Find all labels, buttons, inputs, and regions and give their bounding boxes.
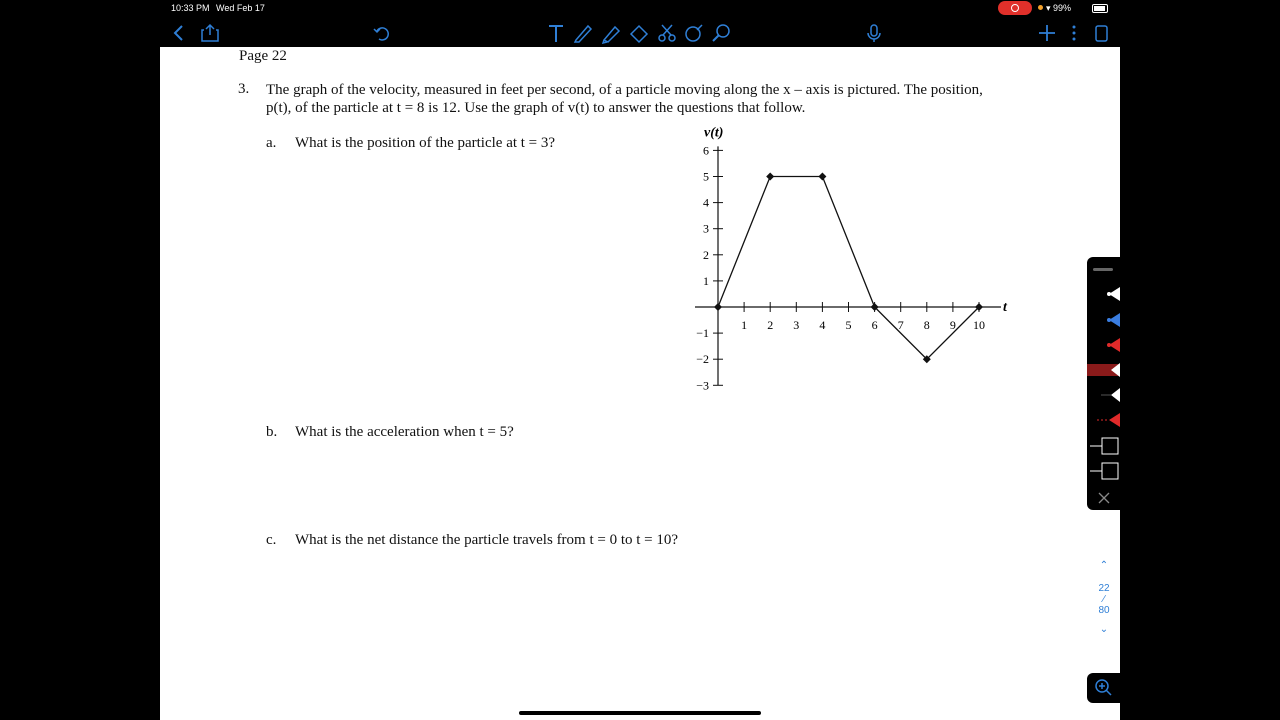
y-tick-label: 1 (703, 273, 709, 288)
close-panel-icon[interactable] (1087, 488, 1120, 508)
y-tick-label: 3 (703, 221, 709, 236)
y-tick-label: −3 (696, 378, 709, 393)
x-tick-label: 6 (871, 318, 878, 332)
more-options-icon[interactable] (1063, 22, 1085, 44)
part-question: What is the position of the particle at t = 3? (295, 135, 556, 151)
x-tick-label: 4 (819, 318, 826, 332)
highlighter-preset-red-icon[interactable] (1087, 360, 1120, 380)
pen-tool-icon[interactable] (572, 22, 594, 44)
x-tick-label: 1 (741, 318, 748, 332)
data-point (714, 303, 722, 311)
page-up-icon[interactable]: ⌃ (1099, 560, 1109, 571)
panel-grabber[interactable] (1093, 268, 1113, 271)
microphone-icon[interactable] (863, 22, 885, 44)
pen-preset-blue-icon[interactable] (1087, 310, 1120, 330)
pen-presets-panel (1087, 257, 1120, 510)
problem-line-1: The graph of the velocity, measured in feet per second, of a particle moving along the x – axis is pictured. The position, (266, 82, 983, 98)
current-page-number: 22 (1098, 583, 1110, 594)
x-tick-label: 10 (973, 318, 985, 332)
y-tick-label: −1 (696, 326, 709, 341)
screen-record-indicator[interactable] (998, 1, 1032, 15)
highlighter-tool-icon[interactable] (600, 22, 622, 44)
y-tick-label: 6 (703, 143, 709, 158)
x-tick-label: 5 (845, 318, 852, 332)
part-question: What is the net distance the particle travels from t = 0 to t = 10? (295, 532, 679, 548)
y-tick-label: −2 (696, 352, 709, 367)
app-toolbar (0, 18, 1280, 48)
home-indicator[interactable] (519, 711, 761, 715)
x-axis-label: t (1003, 300, 1007, 315)
wifi-icon: ▾ 99% (1046, 3, 1072, 13)
shapes-tool-icon[interactable] (683, 22, 705, 44)
problem-statement (266, 81, 1036, 117)
scissors-lasso-icon[interactable] (656, 22, 678, 44)
y-axis-label: v(t) (704, 125, 724, 141)
x-tick-label: 9 (949, 318, 956, 332)
x-tick-label: 8 (923, 318, 930, 332)
x-tick-label: 2 (767, 318, 774, 332)
problem-line-2: p(t), of the particle at t = 8 is 12. Use the graph of v(t) to answer the questions that follow. (266, 100, 806, 116)
page-navigator (1090, 560, 1118, 635)
pen-preset-red-2-icon[interactable] (1087, 410, 1120, 430)
highlighter-preset-white-icon[interactable] (1087, 385, 1120, 405)
pen-preset-black-icon[interactable] (1087, 284, 1120, 304)
total-page-count: 80 (1098, 605, 1110, 616)
zoom-button[interactable] (1087, 673, 1120, 703)
x-tick-label: 3 (793, 318, 800, 332)
document-page[interactable] (160, 47, 1120, 720)
page-down-icon[interactable]: ⌄ (1099, 624, 1109, 635)
velocity-graph (690, 121, 1020, 401)
status-bar (0, 0, 1280, 16)
page-title: Page 22 (239, 48, 287, 64)
status-date: Wed Feb 17 (216, 3, 265, 13)
zoom-window-icon[interactable] (710, 22, 732, 44)
share-icon[interactable] (199, 22, 221, 44)
text-box-preset-icon[interactable] (1087, 436, 1120, 456)
y-tick-label: 2 (703, 247, 709, 262)
y-tick-label: 4 (703, 195, 709, 210)
part-label: a. (266, 135, 277, 151)
add-page-icon[interactable] (1036, 22, 1058, 44)
undo-icon[interactable] (371, 22, 393, 44)
battery-percent: 99% (1053, 3, 1072, 13)
status-time: 10:33 PM (171, 3, 210, 13)
part-question: What is the acceleration when t = 5? (295, 424, 514, 440)
pen-preset-red-icon[interactable] (1087, 335, 1120, 355)
question-number: 3. (238, 81, 250, 97)
part-label: b. (266, 424, 278, 440)
battery-icon (1092, 4, 1108, 13)
data-point (766, 173, 774, 181)
x-tick-label: 7 (897, 318, 904, 332)
back-icon[interactable] (168, 22, 190, 44)
eraser-tool-icon[interactable] (628, 22, 650, 44)
text-box-preset-2-icon[interactable] (1087, 461, 1120, 481)
part-label: c. (266, 532, 277, 548)
pages-overview-icon[interactable] (1090, 22, 1112, 44)
data-point (818, 173, 826, 181)
y-tick-label: 5 (703, 169, 709, 184)
zoom-in-icon (1087, 673, 1120, 703)
mic-indicator-dot (1038, 5, 1043, 10)
page-divider: ∕ (1103, 594, 1105, 605)
text-tool-icon[interactable] (545, 22, 567, 44)
